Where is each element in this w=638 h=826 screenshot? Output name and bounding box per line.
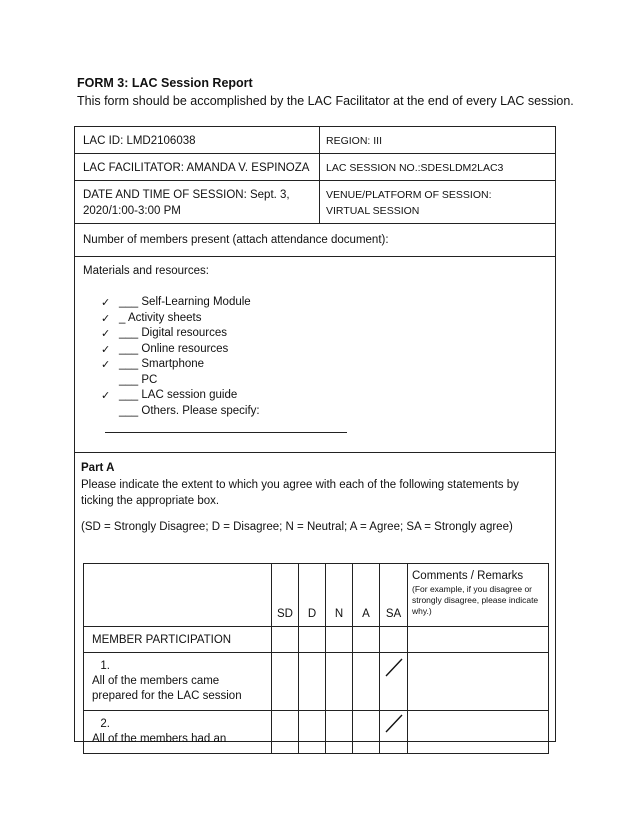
date-time-field	[75, 181, 320, 223]
rating-header-row	[84, 564, 549, 627]
statement-row	[84, 653, 549, 711]
section-row	[84, 627, 549, 653]
material-item: ___ Others. Please specify:	[119, 404, 260, 417]
check-icon: ✓	[101, 358, 111, 371]
materials-row	[75, 257, 555, 453]
part-a-title: Part A	[81, 462, 115, 474]
material-item: ✓ ___ Online resources	[101, 342, 229, 356]
rating-cell-sa[interactable]	[380, 711, 408, 754]
rating-cell	[380, 627, 408, 653]
statement-row	[84, 711, 549, 754]
facilitator-field: LAC FACILITATOR: AMANDA V. ESPINOZA	[75, 154, 320, 180]
rating-cell-d[interactable]	[299, 711, 326, 754]
col-n: N	[326, 564, 353, 627]
members-present-field: Number of members present (attach attendance document):	[83, 234, 389, 246]
check-icon: ✓	[101, 327, 111, 340]
statement-text: All of the members had an	[92, 733, 227, 745]
rating-cell-n[interactable]	[326, 711, 353, 754]
rating-cell	[272, 627, 299, 653]
lac-id-field: LAC ID: LMD2106038	[75, 127, 320, 153]
venue-line1: VENUE/PLATFORM OF SESSION:	[326, 189, 492, 201]
rating-cell-sa[interactable]	[380, 653, 408, 711]
rating-cell-a[interactable]	[353, 653, 380, 711]
col-a: A	[353, 564, 380, 627]
rating-table	[83, 563, 549, 754]
materials-title: Materials and resources:	[83, 265, 209, 277]
section-member-participation: MEMBER PARTICIPATION	[84, 627, 272, 653]
statement-number: 1.	[100, 660, 110, 672]
date-time-line1: DATE AND TIME OF SESSION: Sept. 3,	[83, 189, 290, 201]
col-d: D	[299, 564, 326, 627]
tick-slash-icon	[384, 713, 404, 733]
comment-cell[interactable]	[408, 653, 549, 711]
statement-number: 2.	[100, 718, 110, 730]
statement-cell	[84, 653, 272, 711]
members-row	[75, 224, 555, 257]
rating-cell-sd[interactable]	[272, 653, 299, 711]
info-row-2	[75, 154, 555, 181]
rating-cell-d[interactable]	[299, 653, 326, 711]
rating-cell-a[interactable]	[353, 711, 380, 754]
statement-header	[84, 564, 272, 627]
date-time-line2: 2020/1:00-3:00 PM	[83, 205, 181, 217]
rating-cell	[299, 627, 326, 653]
rating-cell-n[interactable]	[326, 653, 353, 711]
check-icon: ✓	[101, 342, 111, 356]
material-item: ✓ _ Activity sheets	[101, 311, 202, 325]
session-no-field: LAC SESSION NO.:SDESLDM2LAC3	[326, 162, 504, 174]
comment-cell[interactable]	[408, 711, 549, 754]
report-form	[74, 126, 556, 745]
statement-cell	[84, 711, 272, 754]
material-item: ✓ ___ Digital resources	[101, 327, 228, 340]
info-row-3	[75, 181, 555, 224]
statement-text: All of the members came prepared for the LAC session	[92, 675, 242, 702]
check-icon: ✓	[101, 389, 111, 402]
rating-cell-sd[interactable]	[272, 711, 299, 754]
materials-list	[101, 295, 260, 419]
col-sd: SD	[272, 564, 299, 627]
col-sa: SA	[380, 564, 408, 627]
form-heading: FORM 3: LAC Session Report	[77, 76, 253, 90]
part-a-instruction: Please indicate the extent to which you agree with each of the following statements by ticking the appropriate box.	[81, 479, 519, 507]
check-icon: ✓	[101, 311, 111, 325]
comment-cell	[408, 627, 549, 653]
comments-note: (For example, if you disagree or strongly disagree, please indicate why.)	[412, 584, 539, 616]
specify-blank-line	[105, 432, 347, 433]
comments-header	[408, 564, 549, 627]
rating-cell	[326, 627, 353, 653]
material-item: ___ PC	[119, 373, 158, 386]
venue-line2: VIRTUAL SESSION	[326, 205, 420, 217]
check-icon: ✓	[101, 296, 111, 309]
tick-slash-icon	[384, 657, 404, 677]
part-a-scale: (SD = Strongly Disagree; D = Disagree; N = Neutral; A = Agree; SA = Strongly agree)	[81, 521, 513, 533]
comments-title: Comments / Remarks	[412, 570, 524, 582]
material-item: ✓ ___ LAC session guide	[101, 389, 238, 402]
form-intro: This form should be accomplished by the LAC Facilitator at the end of every LAC session.	[77, 94, 574, 108]
part-a-section	[75, 453, 555, 745]
rating-cell	[353, 627, 380, 653]
info-row-1	[75, 127, 555, 154]
material-item: ✓ ___ Self-Learning Module	[101, 296, 251, 309]
region-field: REGION: III	[326, 135, 383, 147]
material-item: ✓ ___ Smartphone	[101, 358, 205, 371]
venue-field	[320, 181, 555, 223]
